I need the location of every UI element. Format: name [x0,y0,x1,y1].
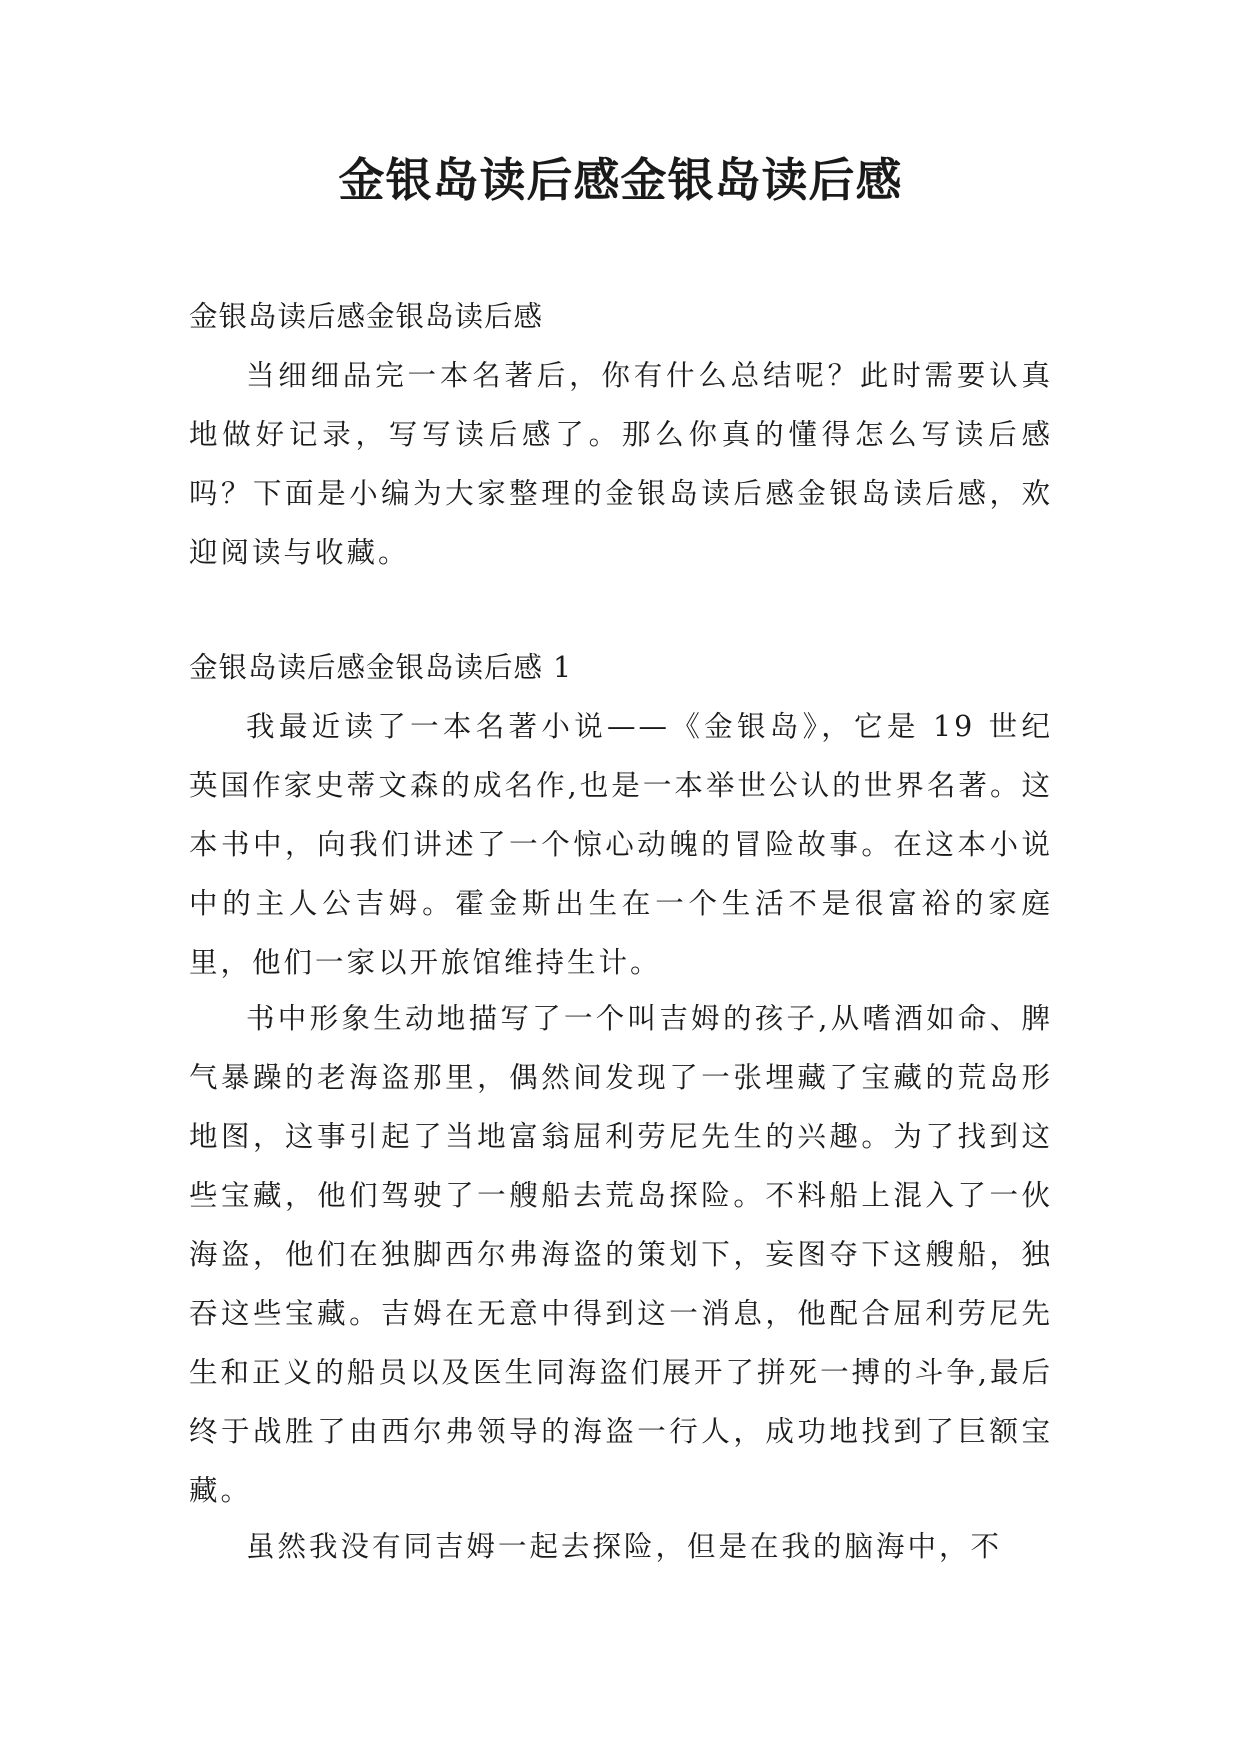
section-1-paragraph: 我最近读了一本名著小说——《金银岛》，它是 19 世纪英国作家史蒂文森的成名作,也是一本举世公认的世界名著。这本书中，向我们讲述了一个惊心动魄的冒险故事。在这本小说中的主人公吉姆。霍金斯出生在一个生活不是很富裕的家庭里，他们一家以开旅馆维持生计。 [189,710,1053,979]
section-1-paragraph: 书中形象生动地描写了一个叫吉姆的孩子,从嗜酒如命、脾气暴躁的老海盗那里，偶然间发现了一张埋藏了宝藏的荒岛形地图，这事引起了当地富翁屈利劳尼先生的兴趣。为了找到这些宝藏，他们驾驶了一艘船去荒岛探险。不料船上混入了一伙海盗，他们在独脚西尔弗海盗的策划下，妄图夺下这艘船，独吞这些宝藏。吉姆在无意中得到这一消息，他配合屈利劳尼先生和正义的船员以及医生同海盗们展开了拼死一搏的斗争,最后终于战胜了由西尔弗领导的海盗一行人，成功地找到了巨额宝藏。 [189,1002,1053,1507]
intro-heading: 金银岛读后感金银岛读后感 [189,300,544,333]
section-1-heading: 金银岛读后感金银岛读后感 1 [189,651,573,684]
page-title: 金银岛读后感金银岛读后感 [338,153,903,207]
intro-paragraph: 当细细品完一本名著后，你有什么总结呢？此时需要认真地做好记录，写写读后感了。那么你真的懂得怎么写读后感吗？下面是小编为大家整理的金银岛读后感金银岛读后感，欢迎阅读与收藏。 [189,359,1053,569]
section-1-paragraph: 虽然我没有同吉姆一起去探险，但是在我的脑海中，不 [246,1530,1003,1563]
